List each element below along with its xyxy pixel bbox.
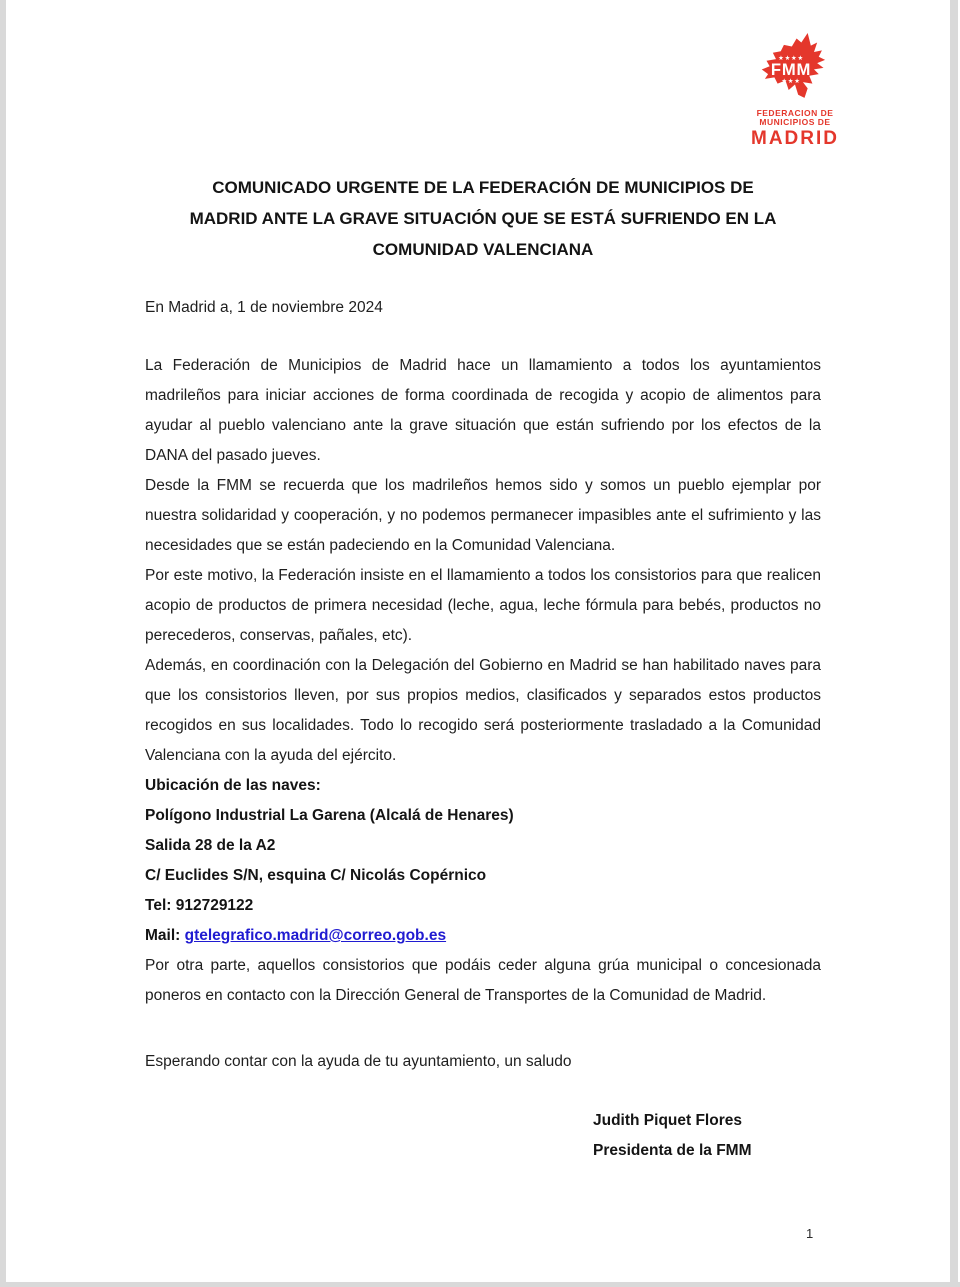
logo-org-line: MUNICIPIOS DE (759, 117, 831, 128)
location-line: C/ Euclides S/N, esquina C/ Nicolás Copérnico (145, 867, 487, 884)
closing-line: Esperando contar con la ayuda de tu ayuntamiento, un saludo (145, 1053, 572, 1070)
title-line: MADRID ANTE LA GRAVE SITUACIÓN QUE SE ESTÁ SUFRIENDO EN LA (189, 209, 777, 228)
signatory-role: Presidenta de la FMM (593, 1142, 752, 1159)
email-link[interactable]: gtelegrafico.madrid@correo.gob.es (184, 927, 447, 944)
signatory-name: Judith Piquet Flores (593, 1112, 742, 1129)
photo-edge-left (0, 0, 6, 1287)
document-title (145, 0, 821, 265)
photo-edge-right (950, 0, 958, 1287)
document-body (145, 0, 821, 1166)
paragraph: Desde la FMM se recuerda que los madrileños hemos sido y somos un pueblo ejemplar por nuestra solidaridad y cooperación, y no podemos permanecer impasibles ante el sufrimiento y las necesidades que se están padeciendo en la Comunidad Valenciana. (145, 477, 821, 554)
dateline: En Madrid a, 1 de noviembre 2024 (145, 299, 383, 316)
mail-line (145, 921, 821, 951)
logo-org-line: MADRID (751, 127, 839, 149)
signature-block (593, 1106, 821, 1166)
paragraph: Por otra parte, aquellos consistorios que podáis ceder alguna grúa municipal o concesionada poneros en contacto con la Dirección General de Transportes de la Comunidad de Madrid. (145, 957, 821, 1004)
mail-label: Mail: (145, 927, 181, 944)
logo-stars-top: ★★★★ (778, 54, 804, 62)
title-line: COMUNIDAD VALENCIANA (372, 240, 594, 259)
paragraph: Por este motivo, la Federación insiste en el llamamiento a todos los consistorios para que realicen acopio de productos de primera necesidad (leche, agua, leche fórmula para bebés, productos no perecederos, conservas, pañales, etc). (145, 567, 821, 644)
logo-stars-bottom: ★★★ (781, 77, 801, 85)
page-number: 1 (806, 1226, 814, 1241)
warehouse-location-block (145, 771, 821, 951)
paragraph: La Federación de Municipios de Madrid hace un llamamiento a todos los ayuntamientos madrileños para iniciar acciones de forma coordinada de recogida y acopio de alimentos para ayudar al pueblo valenciano ante la grave situación que están sufriendo por los efectos de la DANA del pasado jueves. (145, 357, 821, 464)
logo-acronym: FMM (770, 59, 812, 79)
location-heading: Ubicación de las naves: (145, 777, 321, 794)
paragraph: Además, en coordinación con la Delegación del Gobierno en Madrid se han habilitado naves para que los consistorios lleven, por sus propios medios, clasificados y separados estos productos recogidos en sus localidades. Todo lo recogido será posteriormente trasladado a la Comunidad Valenciana con la ayuda del ejército. (145, 657, 821, 764)
logo-org-line: FEDERACION DE (756, 108, 834, 118)
location-line: Salida 28 de la A2 (145, 837, 276, 854)
title-line: COMUNICADO URGENTE DE LA FEDERACIÓN DE MUNICIPIOS DE (212, 178, 754, 197)
photo-edge-bottom (0, 1282, 960, 1287)
location-line: Polígono Industrial La Garena (Alcalá de Henares) (145, 807, 514, 824)
telephone-line: Tel: 912729122 (145, 897, 254, 914)
